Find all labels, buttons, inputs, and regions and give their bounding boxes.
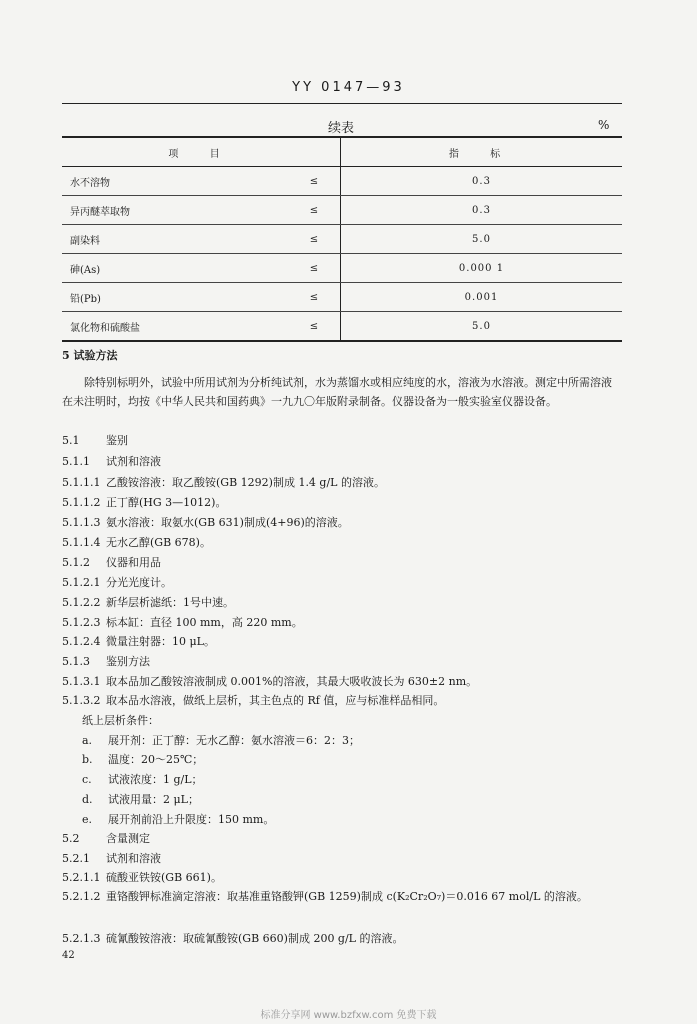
clause-5-2-1-3: 5.2.1.3 硫氰酸铵溶液：取硫氰酸铵(GB 660)制成 200 g/L 的溶液。	[62, 932, 404, 945]
clause-5-1: 5.1 鉴别	[62, 434, 128, 447]
header-value: 指 标	[341, 137, 623, 167]
clause-5-1-2: 5.1.2 仪器和用品	[62, 556, 161, 569]
condition-item: e. 展开剂前沿上升限度：150 mm。	[82, 813, 275, 826]
row-operator: ≤	[288, 196, 341, 225]
clause-5-1-3-2: 5.1.3.2 取本品水溶液，做纸上层析，其主色点的 Rf 值，应与标准样品相同。	[62, 694, 445, 707]
condition-item: d. 试液用量：2 μL；	[82, 793, 199, 806]
row-value: 5.0	[341, 312, 623, 342]
header-item: 项 目	[62, 137, 341, 167]
table-row	[62, 283, 622, 312]
row-value: 0.000 1	[341, 254, 623, 283]
clause-5-1-2-3: 5.1.2.3 标本缸：直径 100 mm，高 220 mm。	[62, 616, 303, 629]
clause-5-1-1: 5.1.1 试剂和溶液	[62, 455, 161, 468]
clause-5-1-2-2: 5.1.2.2 新华层析滤纸：1号中速。	[62, 596, 234, 609]
header-rule	[62, 103, 622, 104]
clause-5-1-1-3: 5.1.1.3 氨水溶液：取氨水(GB 631)制成(4+96)的溶液。	[62, 516, 349, 529]
table-row	[62, 254, 622, 283]
clause-5-1-1-1: 5.1.1.1 乙酸铵溶液：取乙酸铵(GB 1292)制成 1.4 g/L 的溶液。	[62, 476, 385, 489]
table-row	[62, 225, 622, 254]
clause-5-1-1-2: 5.1.1.2 正丁醇(HG 3—1012)。	[62, 496, 227, 509]
condition-item: c. 试液浓度：1 g/L；	[82, 773, 203, 786]
clause-5-1-1-4: 5.1.1.4 无水乙醇(GB 678)。	[62, 536, 211, 549]
row-operator: ≤	[288, 167, 341, 196]
clause-5-1-2-4: 5.1.2.4 微量注射器：10 μL。	[62, 635, 215, 648]
table-row	[62, 196, 622, 225]
clause-5-2-1: 5.2.1 试剂和溶液	[62, 852, 161, 865]
watermark-footer: 标准分享网 www.bzfxw.com 免费下载	[260, 1010, 437, 1021]
row-operator: ≤	[288, 283, 341, 312]
section-5-heading: 5 试验方法	[62, 349, 118, 362]
page-number: 42	[62, 950, 75, 961]
row-item: 异丙醚萃取物	[62, 196, 288, 225]
row-item: 砷(As)	[62, 254, 288, 283]
table-row	[62, 312, 622, 342]
row-value: 0.3	[341, 196, 623, 225]
table-header-row	[62, 137, 622, 167]
row-value: 0.3	[341, 167, 623, 196]
clause-5-2-1-2: 5.2.1.2 重铬酸钾标准滴定溶液：取基准重铬酸钾(GB 1259)制成 c(K₂Cr₂O₇)＝0.016 67 mol/L 的溶液。	[62, 890, 588, 903]
section-5-intro: 除特别标明外，试验中所用试剂为分析纯试剂，水为蒸馏水或相应纯度的水，溶液为水溶液。测定中所需溶液在未注明时，均按《中华人民共和国药典》一九九〇年版附录制备。仪器设备为一般实验室仪器设备。	[62, 376, 612, 408]
row-item: 水不溶物	[62, 167, 288, 196]
row-item: 铅(Pb)	[62, 283, 288, 312]
table-caption: 续表	[328, 121, 355, 136]
clause-5-1-2-1: 5.1.2.1 分光光度计。	[62, 576, 172, 589]
clause-5-2-1-1: 5.2.1.1 硫酸亚铁铵(GB 661)。	[62, 871, 222, 884]
row-item: 副染料	[62, 225, 288, 254]
table-unit: %	[598, 118, 610, 132]
clause-5-2: 5.2 含量测定	[62, 832, 150, 845]
spec-table	[62, 136, 622, 342]
row-operator: ≤	[288, 312, 341, 342]
clause-5-1-3: 5.1.3 鉴别方法	[62, 655, 150, 668]
row-value: 0.001	[341, 283, 623, 312]
row-operator: ≤	[288, 225, 341, 254]
conditions-title: 纸上层析条件：	[82, 714, 159, 727]
table-row	[62, 167, 622, 196]
clause-5-1-3-1: 5.1.3.1 取本品加乙酸铵溶液制成 0.001%的溶液，其最大吸收波长为 630±2 nm。	[62, 675, 478, 688]
row-item: 氯化物和硫酸盐	[62, 312, 288, 342]
row-operator: ≤	[288, 254, 341, 283]
standard-number: YY 0147—93	[292, 80, 405, 95]
row-value: 5.0	[341, 225, 623, 254]
condition-item: b. 温度：20～25℃；	[82, 753, 204, 766]
condition-item: a. 展开剂：正丁醇：无水乙醇：氨水溶液＝6：2：3；	[82, 734, 360, 747]
